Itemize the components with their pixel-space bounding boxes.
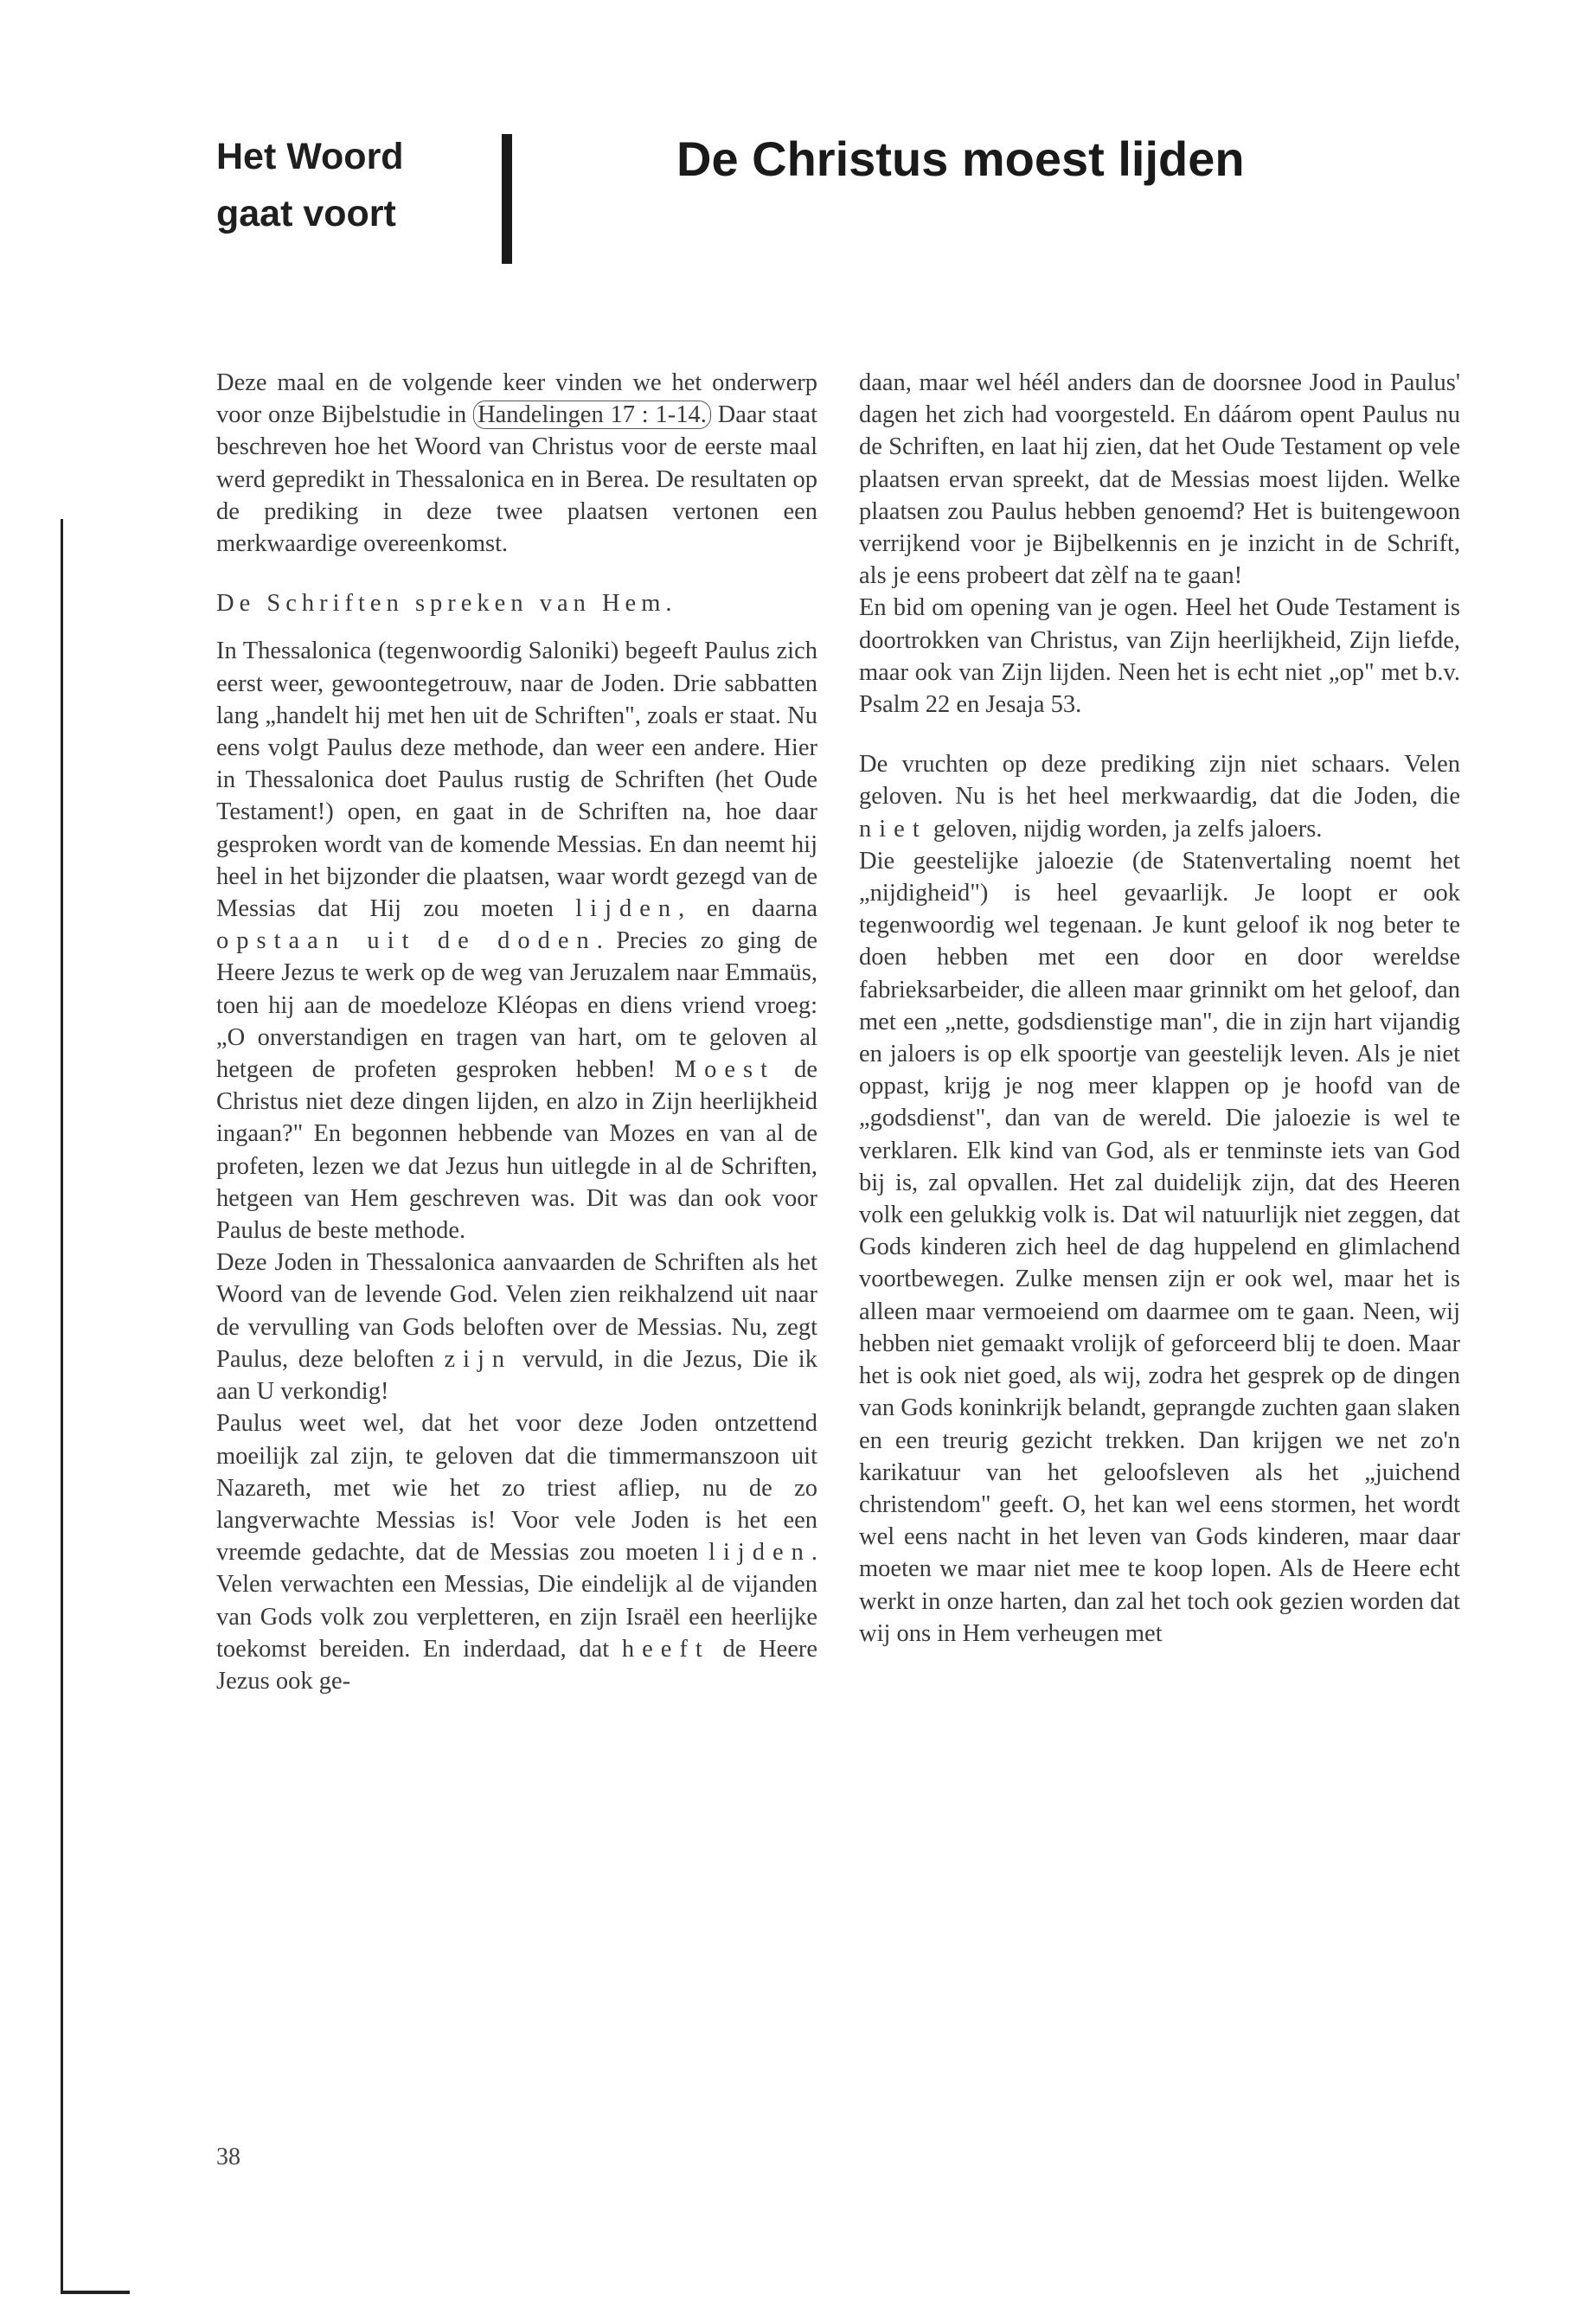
article-title: De Christus moest lijden	[676, 131, 1245, 186]
paragraph-bid: En bid om opening van je ogen. Heel het Oude Testament is doortrokken van Christus, van Zijn heerlijkheid, Zijn liefde, maar ook van Zijn lijden. Neen het is echt niet „op" met b.v. Psalm 22 en Jesaja 53.	[859, 594, 1460, 719]
header-divider-bar	[502, 134, 512, 264]
section-heading: De Schriften spreken van Hem.	[216, 590, 677, 618]
text-run: , en daarna	[678, 895, 817, 923]
emphasis-zijn: zijn	[444, 1345, 513, 1373]
paragraph-thessalonica	[216, 635, 817, 1247]
series-title-line-2: gaat voort	[216, 193, 396, 234]
paragraph-joden	[216, 1247, 817, 1407]
emphasis-niet: niet	[859, 815, 927, 843]
text-run: . Precies zo ging de Heere Jezus te werk op de weg van Jeruzalem naar Emmaüs, toen hij aan de moedeloze Kléopas en diens vriend vroeg: „O onverstandigen en tragen van hart, om te geloven al hetgeen de profeten gesproken hebben!	[216, 927, 817, 1084]
paragraph-jaloezie: Die geestelijke jaloezie (de Statenvertaling noemt het „nijdigheid") is heel gevaarlijk. Je loopt er ook tegenwoordig wel tegenaan. Je kunt geloof ik nog beter te doen hebben met een door en door wereldse fabrieksarbeider, die alleen maar grinnikt om het geloof, dan met een „nette, godsdienstige man", die in zijn hart vijandig en jaloers is op elk spoortje van geestelijk leven. Als je niet oppast, krijg je nog meer klappen op je hoofd van de „godsdienst", dan van de wereld. Die jaloezie is wel te verklaren. Elk kind van God, als er tenminste iets van God bij is, zal opvallen. Het zal duidelijk zijn, dat des Heeren volk een gelukkig volk is. Dat wil natuurlijk niet zeggen, dat Gods kinderen zich heel de dag huppelend en glimlachend voortbewegen. Zulke mensen zijn er ook wel, maar het is alleen maar vermoeiend om daarmee om te gaan. Neen, wij hebben niet gemaakt vrolijk of geforceerd blij te doen. Maar het is ook niet goed, als wij, zodra het gesprek op de dingen van Gods koninkrijk belandt, geprangde zuchten gaan slaken en een treurig gezicht trekken. Dan krijgen we net zo'n karikatuur van het geloofsleven als het „juichend christendom" geeft. O, het kan wel eens stormen, het wordt wel eens nacht in het leven van Gods kinderen, maar daar moeten we maar niet mee te koop lopen. Als de Heere echt werkt in onze harten, dan zal het toch ook gezien worden dat wij ons in Hem verheugen met	[859, 847, 1460, 1647]
paragraph-intro	[216, 367, 817, 560]
right-column	[859, 367, 1460, 1650]
text-run: De vruchten op deze prediking zijn niet schaars. Velen geloven. Nu is het heel merkwaardig, dat die Joden, die	[859, 751, 1460, 811]
text-run: . Velen verwachten een Messias, Die eindelijk al de vijanden van Gods volk zou verpletteren, en zijn Israël een heerlijke toekomst bereiden. En inderdaad, dat	[216, 1539, 817, 1663]
text-run: vervuld, in die Jezus, Die ik aan U verkondig!	[216, 1345, 817, 1406]
text-run: In Thessalonica (tegenwoordig Saloniki) begeeft Paulus zich eerst weer, gewoontegetrouw, naar de Joden. Drie sabbatten lang „handelt hij met hen uit de Schriften", zoals er staat. Nu eens volgt Paulus deze methode, dan weer een andere. Hier in Thessalonica doet Paulus rustig de Schriften (het Oude Testament!) open, en gaat in de Schriften na, hoe daar gesproken wordt van de komende Messias. En dan neemt hij heel in het bijzonder die plaatsen, waar wordt gezegd van de Messias dat Hij zou moeten	[216, 638, 817, 923]
text-run: Deze Joden in Thessalonica aanvaarden de Schriften als het Woord van de levende God. Velen zien reikhalzend uit naar de vervulling van Gods beloften over de Messias. Nu, zegt Paulus, deze beloften	[216, 1249, 817, 1373]
emphasis-moest: Moest	[674, 1056, 776, 1084]
emphasis-lijden: lijden	[575, 895, 679, 923]
scripture-reference: Handelingen 17 : 1-14.	[473, 401, 711, 429]
paragraph-paulus	[216, 1407, 817, 1697]
paragraph-vruchten	[859, 748, 1460, 845]
series-title-line-1: Het Woord	[216, 136, 404, 177]
intro-text: Deze maal en de volgende keer vinden we het onderwerp voor onze Bijbelstudie in	[216, 369, 817, 429]
text-run: de Heere Jezus ook ge-	[216, 1635, 817, 1695]
text-run: Paulus weet wel, dat het voor deze Joden ontzettend moeilijk zal zijn, te geloven dat die timmermanszoon uit Nazareth, met wie het zo triest afliep, nu de zo langverwachte Messias is! Voor vele Joden is het een vreemde gedachte, dat de Messias zou moeten	[216, 1410, 817, 1567]
scan-edge-line-bottom	[61, 2291, 130, 2294]
text-run: de Christus niet deze dingen lijden, en alzo in Zijn heerlijkheid ingaan?" En begonnen hebbende van Mozes en van al de profeten, lezen we dat Jezus hun uitlegde in al de Schriften, hetgeen van Hem geschreven was. Dit was dan ook voor Paulus de beste methode.	[216, 1056, 817, 1245]
scan-edge-line	[61, 519, 63, 2292]
emphasis-lijden-2: lijden	[708, 1539, 811, 1567]
text-run: geloven, nijdig worden, ja zelfs jaloers.	[926, 815, 1323, 843]
paragraph-continuation: daan, maar wel héél anders dan de doorsnee Jood in Paulus' dagen het zich had voorgesteld. En dáárom opent Paulus nu de Schriften, en laat hij zien, dat het Oude Testament op vele plaatsen ervan spreekt, dat de Messias moest lijden. Welke plaatsen zou Paulus hebben genoemd? Het is buitengewoon verrijkend voor je Bijbelkennis en je inzicht in de Schrift, als je eens probeert dat zèlf na te gaan!	[859, 369, 1460, 590]
emphasis-heeft: heeft	[621, 1635, 710, 1663]
intro-text-rest: Daar staat beschreven hoe het Woord van Christus voor de eerste maal werd gepredikt in Thessalonica en in Berea. De resultaten op de prediking in deze twee plaatsen vertonen een merkwaardige overeenkomst.	[216, 401, 817, 558]
left-column	[216, 367, 817, 1697]
emphasis-opstaan: opstaan uit de doden	[216, 927, 597, 955]
page-number: 38	[216, 2144, 240, 2170]
series-title	[216, 128, 502, 242]
